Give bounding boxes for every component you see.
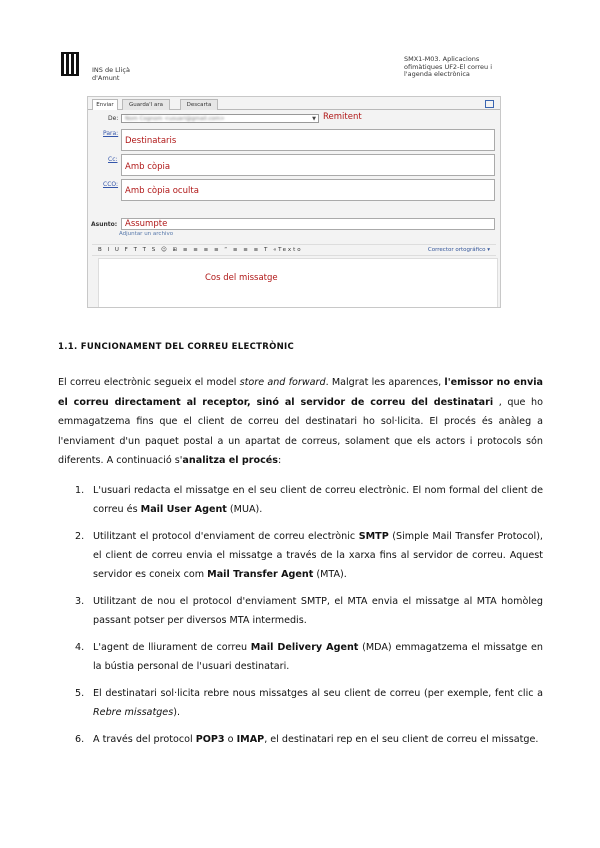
subject-label: Asunto: <box>91 221 118 228</box>
cc-value: Amb còpia <box>125 162 171 172</box>
tab-discard[interactable]: Descarta <box>180 99 218 110</box>
list-item: 6. A través del protocol POP3 o IMAP, el destinatari rep en el seu client de correu el missatge. <box>75 734 539 745</box>
to-value: Destinataris <box>125 136 177 146</box>
to-label[interactable]: Para: <box>103 130 119 137</box>
section-heading: 1.1. FUNCIONAMENT DEL CORREU ELECTRÒNIC <box>58 342 295 352</box>
list-item: 2. Utilitzant el protocol d'enviament de correu electrònic SMTP (Simple Mail Transfer Protocol), el client de correu envia el missatge a través de la xarxa fins al servidor de correu. Aquest servidor es coneix com Mail Transfer Agent (MTA). <box>75 531 543 580</box>
course-title: SMX1-M03. Aplicacions ofimàtiques UF2-El correu i l'agenda electrònica <box>404 55 493 78</box>
list-item: 4. L'agent de lliurament de correu Mail Delivery Agent (MDA) emmagatzema el missatge en la bústia personal de l'usuari destinatari. <box>75 642 543 672</box>
subject-field[interactable] <box>121 218 495 230</box>
bcc-field[interactable] <box>121 179 495 201</box>
email-compose-screenshot <box>87 96 501 308</box>
intro-paragraph: El correu electrònic segueix el model store and forward. Malgrat les aparences, l'emissor no envia el correu directament al receptor, sinó al servidor de correu del destinatari , que ho emmagatzema fins que el client de correu del destinatari ho sol·licita. El procés és anàleg a l'enviament d'un paquet postal a un apartat de correus, solament que els actors i protocols són diferents. A continuació s'analitza el procés: <box>58 377 543 466</box>
list-item: 5. El destinatari sol·licita rebre nous missatges al seu client de correu (per exemple, fent clic a Rebre missatges). <box>75 688 543 718</box>
school-name: INS de Lliçà d'Amunt <box>92 66 130 82</box>
to-field[interactable] <box>121 129 495 151</box>
subject-value: Assumpte <box>125 219 168 229</box>
chevron-down-icon: ▼ <box>312 116 316 122</box>
from-value: Nom Cognom <usuari@gmail.com> <box>125 116 225 122</box>
generalitat-logo-icon <box>61 52 79 76</box>
message-body[interactable] <box>98 258 498 308</box>
formatting-toolbar <box>92 244 496 256</box>
from-select[interactable] <box>121 114 319 123</box>
tab-send[interactable]: Enviar <box>92 99 118 110</box>
format-icons[interactable]: B I U F T T S ☺ ⊞ ≡ ≡ ≡ ≡ “ ≡ ≡ ≡ T «Texto <box>98 247 303 253</box>
attach-file-link[interactable]: Adjuntar un archivo <box>119 231 174 237</box>
bcc-label[interactable]: CCO: <box>103 181 119 188</box>
from-label: De: <box>108 115 119 122</box>
cc-label[interactable]: Cc: <box>108 156 118 163</box>
process-steps <box>58 481 543 757</box>
list-item: 3. Utilitzant de nou el protocol d'enviament SMTP, el MTA envia el missatge al MTA homòleg passant potser per diversos MTA intermedis. <box>75 596 543 626</box>
cc-field[interactable] <box>121 154 495 176</box>
new-window-icon[interactable] <box>485 100 494 108</box>
list-item: 1. L'usuari redacta el missatge en el seu client de correu electrònic. El nom formal del client de correu és Mail User Agent (MUA). <box>75 485 543 515</box>
bcc-value: Amb còpia oculta <box>125 186 199 196</box>
remitent-annotation: Remitent <box>323 112 362 122</box>
spellcheck-button[interactable]: Corrector ortográfico ▾ <box>427 247 490 253</box>
compose-tabs <box>88 97 500 110</box>
body-value: Cos del missatge <box>205 273 278 283</box>
tab-save-draft[interactable]: Guarda'l ara <box>122 99 170 110</box>
